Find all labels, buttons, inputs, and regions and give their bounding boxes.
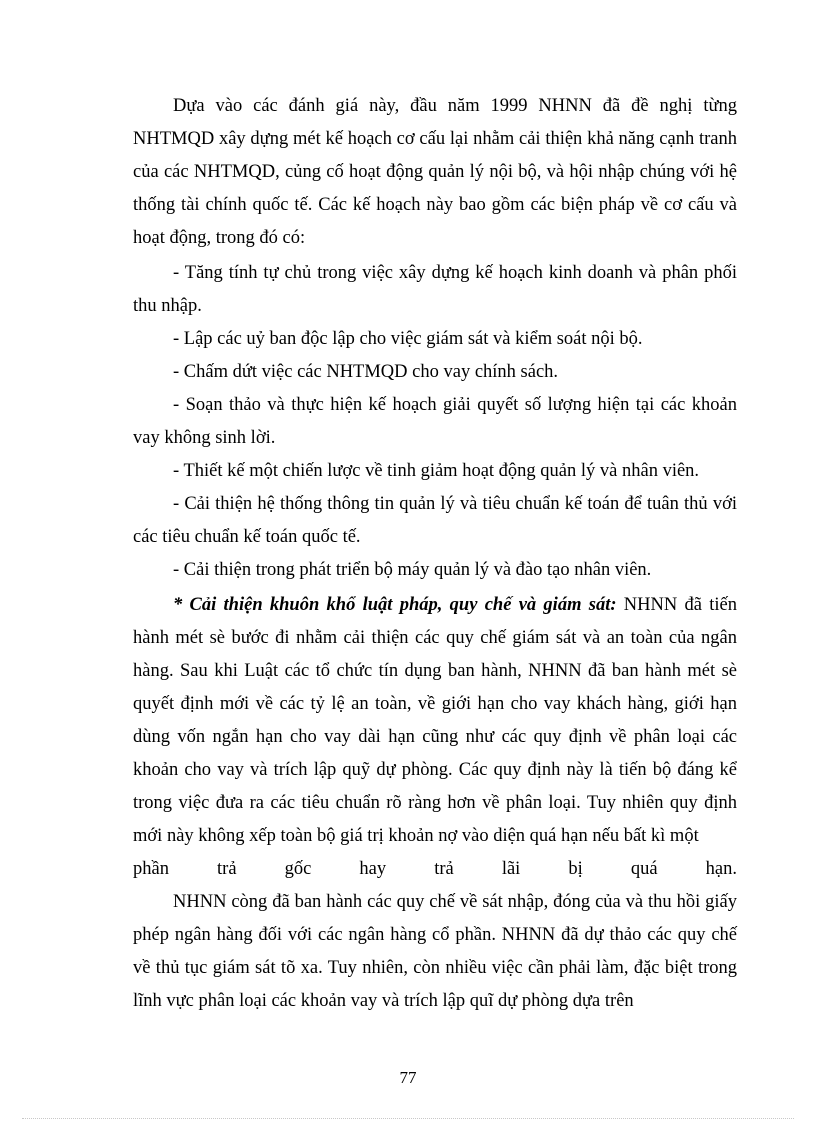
page-bottom-divider <box>22 1118 794 1119</box>
page-body <box>133 90 737 1018</box>
section-spread-line: phần trả gốc hay trả lãi bị quá hạn. <box>133 859 737 879</box>
section-heading: * Cải thiện khuôn khổ luật pháp, quy chế và giám sát: <box>173 595 617 615</box>
section-paragraph <box>133 589 737 853</box>
intro-paragraph: Dựa vào các đánh giá này, đầu năm 1999 NHNN đã đề nghị từng NHTMQD xây dựng mét kế hoạch cơ cấu lại nhằm cải thiện khả năng cạnh tranh của các NHTMQD, củng cố hoạt động quản lý nội bộ, và hội nhập chúng với hệ thống tài chính quốc tế. Các kế hoạch này bao gồm các biện pháp về cơ cấu và hoạt động, trong đó có: <box>133 96 737 248</box>
list-item-committees: - Lập các uỷ ban độc lập cho việc giám sát và kiểm soát nội bộ. <box>173 329 643 349</box>
list-item-accounting: - Cải thiện hệ thống thông tin quản lý và tiêu chuẩn kế toán để tuân thủ với các tiêu chuẩn kế toán quốc tế. <box>133 494 737 547</box>
section-body: NHNN đã tiến hành mét sè bước đi nhằm cải thiện các quy chế giám sát và an toàn của ngân hàng. Sau khi Luật các tổ chức tín dụng ban hành, NHNN đã ban hành mét sè quyết định mới về các tỷ lệ an toàn, về giới hạn cho vay khách hàng, giới hạn dùng vốn ngắn hạn cho vay dài hạn cũng như các quy định về phân loại các khoản cho vay và trích lập quỹ dự phòng. Các quy định này là tiến bộ đáng kể trong việc đưa ra các tiêu chuẩn rõ ràng hơn về phân loại. Tuy nhiên quy định mới này không xếp toàn bộ giá trị khoản nợ vào diện quá hạn nếu bất kì một <box>133 595 738 846</box>
list-item-autonomy: - Tăng tính tự chủ trong việc xây dựng kế hoạch kinh doanh và phân phối thu nhập. <box>133 263 737 316</box>
list-item-training: - Cải thiện trong phát triển bộ máy quản lý và đào tạo nhân viên. <box>173 560 652 580</box>
list-item-policy-lending: - Chấm dứt việc các NHTMQD cho vay chính sách. <box>173 362 559 382</box>
list-item-bad-loans: - Soạn thảo và thực hiện kế hoạch giải quyết số lượng hiện tại các khoản vay không sinh lời. <box>133 395 737 448</box>
list-item-streamlining: - Thiết kế một chiến lược về tinh giảm hoạt động quản lý và nhân viên. <box>173 461 700 481</box>
closing-paragraph: NHNN còng đã ban hành các quy chế về sát nhập, đóng của và thu hồi giấy phép ngân hàng đối với các ngân hàng cổ phần. NHNN đã dự thảo các quy chế về thủ tục giám sát tõ xa. Tuy nhiên, còn nhiều việc cần phải làm, đặc biệt trong lĩnh vực phân loại các khoản vay và trích lập quĩ dự phòng dựa trên <box>133 892 737 1011</box>
page-number: 77 <box>399 1068 417 1087</box>
